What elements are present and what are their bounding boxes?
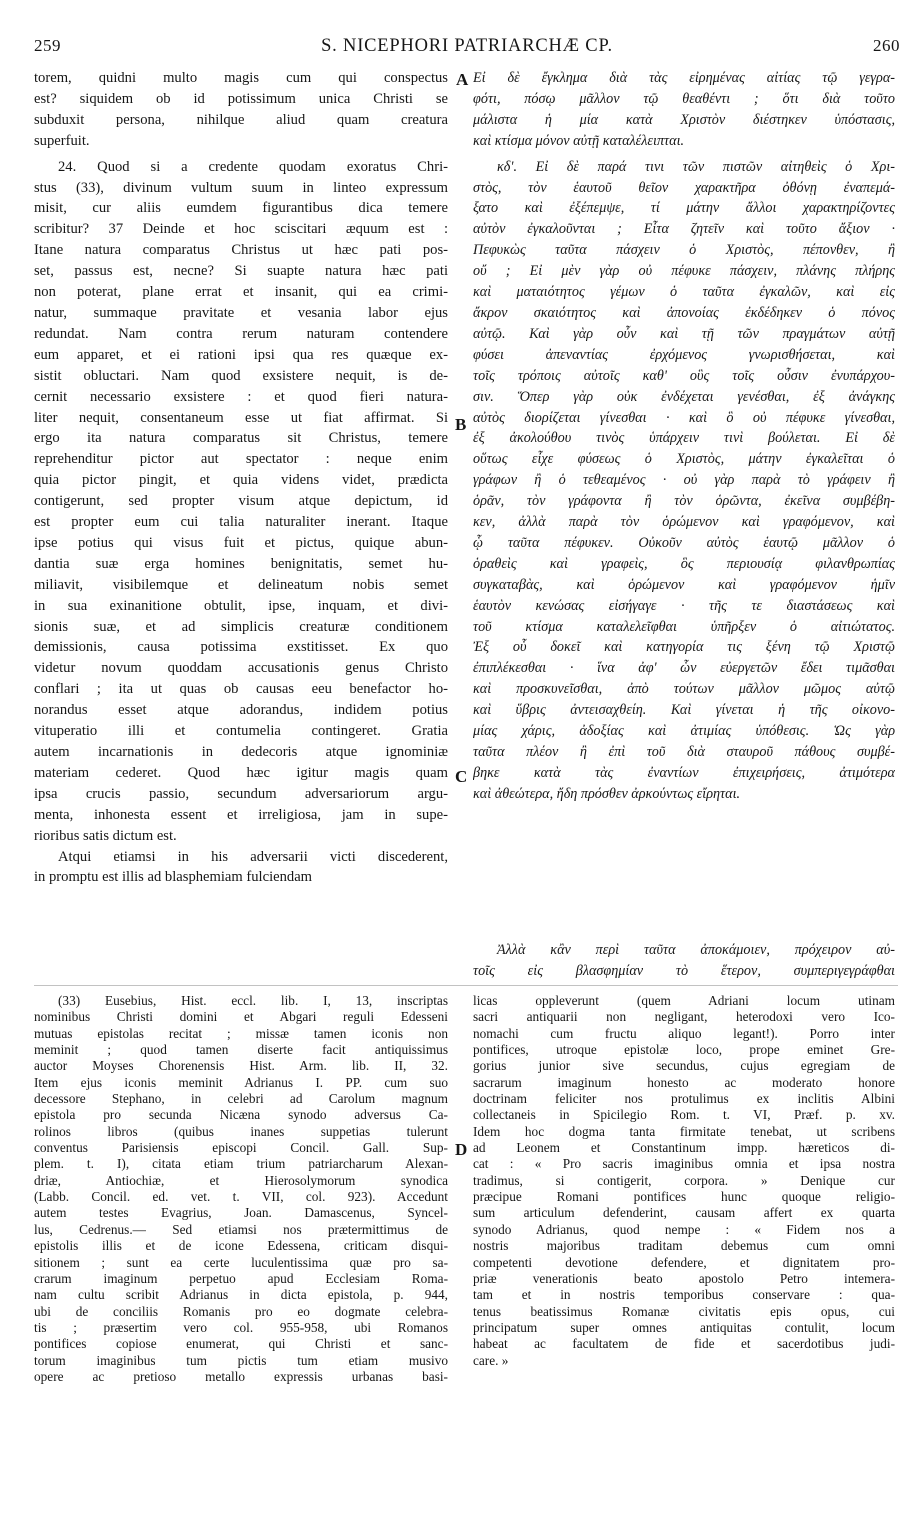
footnote-line: nominibus Christi domini et Abgari reguli Edesseni <box>34 1009 448 1025</box>
footnote-line: sacrarum imaginum honesto ac moderato honore <box>473 1074 895 1090</box>
greek-line: ὁρᾶν, τὸν γράφοντα ἢ τὸν ὁρῶντα, ἐκεῖνα συμβέβη- <box>473 493 895 510</box>
greek-line: κδʹ. Εἰ δὲ παρά τινι τῶν πιστῶν αἰτηθεὶς ὁ Χρι- <box>497 158 895 175</box>
greek-column-continuation <box>473 940 895 982</box>
latin-line: est propter eum cui talia naturaliter inerant. Itaque <box>34 514 448 531</box>
latin-line: materiam cederet. Quod hæc igitur magis quam <box>34 764 448 781</box>
latin-line: conflari ; ita ut quas ob causas eeu benefactor ho- <box>34 681 448 698</box>
latin-line: cernit necessario exsistere : et quod fieri natura- <box>34 388 448 405</box>
latin-line: ipsa crucis passio, secundum adversariorum argu- <box>34 785 448 802</box>
footnote-divider <box>34 985 898 986</box>
footnote-line: Idem hoc dogma tanta firmitate tenebat, ut scribens <box>473 1123 895 1139</box>
latin-line: demissionis, causa potissima exstitisset. Ex quo <box>34 639 448 656</box>
footnote-line: tenus beatissimus Romanæ civitatis epis opus, cui <box>473 1303 895 1319</box>
greek-line: ᾧ ταῦτα πέφυκεν. Οὐκοῦν αὐτὸς ἑαυτῷ μᾶλλον ὁ <box>473 534 895 551</box>
latin-line: liter nequit, consentaneum esse ut fiat affirmat. Si <box>34 409 448 426</box>
footnote-line: ubi de conciliis Romanis pro eo dogmate celebra- <box>34 1303 448 1319</box>
latin-column <box>34 68 448 888</box>
latin-line: dantia suæ erga homines benignitatis, semet hu- <box>34 555 448 572</box>
footnote-line: epistola pro secunda Nicæna synodo adversus Ca- <box>34 1107 448 1123</box>
footnote-line: Item ejus iconis meminit Adrianus I. PP. cum suo <box>34 1074 448 1090</box>
latin-line: videtur novum quoddam accusationis genus Christo <box>34 660 448 677</box>
running-title: S. NICEPHORI PATRIARCHÆ CP. <box>321 36 613 56</box>
latin-line: subduxit persona, nihilque aliud quam creatura <box>34 111 448 128</box>
greek-line: ὁραθεὶς καὶ γραφεὶς, ὃς περιουσίᾳ φιλανθρωπίας <box>473 555 895 572</box>
page-number-left: 259 <box>34 36 61 55</box>
footnote-line: collectaneis in Spicilegio Rom. t. VI, Præf. p. xv. <box>473 1107 895 1123</box>
running-header <box>34 36 900 62</box>
greek-line: καὶ ὕβρις ἀντεισαχθείη. Καὶ γίνεται ἡ τῆς οἰκονο- <box>473 702 895 719</box>
footnote-line: synodo Adrianus, quod nempe : « Fidem nos a <box>473 1221 895 1237</box>
latin-line: menta, inhonesta essent et irreligiosa, jam in supe- <box>34 806 448 823</box>
footnote-line: nomachi cum fructu aliquo legant!). Porro inter <box>473 1025 895 1041</box>
greek-column <box>473 68 895 805</box>
greek-line: ταῦτα πλέον ἢ ἐπὶ τοῦ διὰ σταυροῦ πάθους συμβέ- <box>473 744 895 760</box>
footnote-line: gorius junior sive secundus, cujus egregiam de <box>473 1058 895 1074</box>
footnote-line: nostris majoribus traditam debemus cum omni <box>473 1238 895 1254</box>
latin-line: 24. Quod si a credente quodam exoratus Chri- <box>58 158 448 175</box>
footnote-line: torum imaginibus tum pictis tum etiam musivo <box>34 1352 448 1368</box>
greek-line: ἄκρον σκαιότητος καὶ ἀπονοίας ἐκδέδηκεν ὁ πόνος <box>473 304 895 321</box>
latin-line: norandus esset atque adorandus, indidem potius <box>34 702 448 719</box>
latin-line: torem, quidni multo magis cum qui conspectus <box>34 70 448 86</box>
greek-line: καὶ ἀθεώτερα, ἤδη πρόσθεν ἀρκούντως εἴρηται. <box>473 785 741 802</box>
footnote-line: priæ venerationis beato apostolo Petro intemera- <box>473 1270 895 1286</box>
greek-line: Εἰ δὲ ἔγκλημα διὰ τὰς εἰρημένας αἰτίας τῷ γεγρα- <box>473 70 895 86</box>
footnote-line: (Labb. Concil. ed. vet. t. VII, col. 923). Accedunt <box>34 1189 448 1205</box>
greek-line: σιν. Ὅπερ γὰρ οὐκ ἐνδέχεται γενέσθαι, ἐξ ἀνάγκης <box>473 388 895 405</box>
footnote-line: meminit ; quod tamen diserte facit antiquissimus <box>34 1042 448 1058</box>
latin-line: misit, cur aliis eumdem figurantibus dica temere <box>34 200 448 217</box>
footnote-line: pontifices copiose enumerat, qui Christi et sanc- <box>34 1336 448 1352</box>
greek-line: τοῖς τρόποις αὐτοῖς καθ' οὓς τοῖς οὖσιν ἐνυπάρχου- <box>473 367 895 384</box>
latin-line: scribitur? 37 Deinde et hoc sciscitari æquum est : <box>34 221 448 238</box>
latin-line: Atqui etiamsi in his adversarii victi discederent, <box>58 848 448 865</box>
latin-line: ipse potius qui visus fuit et pictus, quique abun- <box>34 534 448 551</box>
margin-letter-d: D <box>455 1140 468 1159</box>
latin-line: natur, summaque pravitate et vesania labor ejus <box>34 304 448 321</box>
latin-line: reprehenditur pictor aut spectator : neque enim <box>34 451 448 468</box>
footnote-line: autem testes Evagrius, Joan. Damascenus, Syncel- <box>34 1205 448 1221</box>
footnote-line: nam cultu scribit Adrianus in dicta epistola, p. 944, <box>34 1287 448 1303</box>
greek-line: καὶ προσκυνεῖσθαι, ἀπὸ τούτων μᾶλλον μῶμος αὐτῷ <box>473 681 895 698</box>
greek-line: βηκε κατὰ τὰς ἐναντίων ἐπιχειρήσεις, ἀτιμότερα <box>473 764 895 781</box>
latin-line: autem incarnationis in dedecoris atque ignominiæ <box>34 744 448 760</box>
footnote-line: competenti devotione defendere, et dignitatem pro- <box>473 1254 895 1270</box>
greek-line: αὐτὸς διορίζεται γίνεσθαι · καὶ ὃ οὐ πέφυκε γίνεσθαι, <box>473 409 895 426</box>
greek-line: γράφων ἢ ὁ τεθεαμένος · οὐ γὰρ παρὰ τὸ γράφειν ἢ <box>473 472 895 489</box>
latin-line: contigerunt, sed propter visum atque depictum, id <box>34 493 448 510</box>
footnote-line: auctor Moyses Chorenensis Hist. Arm. lib. II, 32. <box>34 1058 448 1074</box>
latin-line: miliavit, visibilemque et delineatum nobis semet <box>34 576 448 593</box>
latin-line: set, passus est, necne? Si suapte natura hæc pati <box>34 263 448 280</box>
footnote-line: licas oppleverunt (quem Adriani locum utinam <box>473 993 895 1008</box>
greek-line: καὶ ματαιότητος γέμων ὁ ταῦτα ἐγκαλῶν, καὶ εἰς <box>473 284 895 301</box>
footnote-line: cat : « Pro sacris imaginibus omnia et ipsa nostra <box>473 1156 895 1172</box>
footnote-line: decessore Stephano, in celebri ad Carolum magnum <box>34 1091 448 1107</box>
footnote-line: sum articulum defenderint, causam affert ex quarta <box>473 1205 895 1221</box>
greek-line: τοῖς εἰς βλασφημίαν τὸ ἕτερον, συμπεριγεγράφθαι <box>473 962 895 979</box>
footnote-line: tradimus, si contigerit, corpora. » Denique cur <box>473 1172 895 1188</box>
footnote-line: sitionem ; sunt ea certe luculentissima quæ pro sa- <box>34 1254 448 1270</box>
footnote-line: plem. t. I), citata etiam trium patriarcharum Alexan- <box>34 1156 448 1172</box>
greek-line: τοῦ κτίσμα καταλελεῖφθαι ὑπῆρξεν ὁ αἰτιώτατος. <box>473 618 895 635</box>
footnote-line: sacri antiquarii non negligant, heterodoxi vero Ico- <box>473 1009 895 1025</box>
footnote-line: principatum super omnes antiquitas contulit, locum <box>473 1319 895 1335</box>
greek-line: Ἐξ οὗ δοκεῖ καὶ κατηγορία τις ξένη τῷ Χριστῷ <box>473 639 895 656</box>
footnote-line: epistolis illis et de icone Edessena, criticam disqui- <box>34 1238 448 1254</box>
footnote-line: ad Leonem et Constantinum impp. hæreticos di- <box>473 1140 895 1156</box>
greek-line: συγκαταβὰς, καὶ ὁρώμενον καὶ γραφόμενον ἡμῖν <box>473 576 895 593</box>
latin-line: vituperatio illi et contumelia contingeret. Gratia <box>34 723 448 740</box>
footnote-line: crarum imaginum perpetuo apud Ecclesiam Roma- <box>34 1270 448 1286</box>
footnote-line: driæ, Antiochiæ, et Hierosolymorum synodica <box>34 1172 448 1188</box>
footnote-line: habeat ac facultatem de fide et sacerdotibus judi- <box>473 1336 895 1352</box>
latin-line: in sua exinanitione obtulit, ipse, inquam, et divi- <box>34 597 448 614</box>
greek-line: ἐξ ἀκολούθου τινὸς ὑπάρχειν τινὶ βούλεται. Εἰ δὲ <box>473 430 895 447</box>
latin-line: sionis suæ, et ad simplicis creaturæ conditionem <box>34 618 448 635</box>
footnote-line: tis ; præsertim vero col. 955-958, ubi Romanos <box>34 1319 448 1335</box>
footnote-line: pontifices, utroque epistolæ loco, prope eminet Gre- <box>473 1042 895 1058</box>
margin-letter-a: A <box>456 70 469 89</box>
footnote-right-column <box>473 993 895 1369</box>
footnote-line: lus, Cedrenus.— Sed etiamsi nos prætermittimus de <box>34 1221 448 1237</box>
latin-line: in promptu est illis ad blasphemiam fulciendam <box>34 869 313 886</box>
footnote-line: opere ac pretioso metallo expressis urbanas basi- <box>34 1368 448 1384</box>
greek-line: μάλιστα ἡ μία κατὰ Χριστὸν διέστηκεν ὑπόστασις, <box>473 111 895 128</box>
greek-line: φύσει ἀπεναντίας ἐρχόμενος γνωρισθήσεται, καὶ <box>473 346 895 363</box>
latin-line: stus (33), divinum vultum suum in linteo expressum <box>34 179 448 196</box>
greek-line: μίας χάρις, ἀδοξίας καὶ ἀτιμίας ὑπόθεσις. Ὡς γὰρ <box>473 723 895 740</box>
greek-line: αὐτῷ. Καὶ γὰρ οὖν καὶ τῇ τῶν πραγμάτων αὐτῇ <box>473 325 895 342</box>
footnote-line: præcipue Romani pontifices hunc quoque religio- <box>473 1189 895 1205</box>
greek-line: ἑαυτὸν κενώσας εἰσήγαγε · τῆς τε διαστάσεως καὶ <box>473 597 895 614</box>
greek-line: Πεφυκὼς ταῦτα πάσχειν ὁ Χριστὸς, πέπονθεν, ἢ <box>473 242 895 259</box>
latin-line: eum apparet, et ei rationi ipsi qua res quæque ex- <box>34 346 448 363</box>
footnote-line: conventus Parisiensis episcopi Concil. Gall. Sup- <box>34 1140 448 1156</box>
footnote-line: (33) Eusebius, Hist. eccl. lib. I, 13, inscriptas <box>58 993 448 1008</box>
greek-line: αὐτὸν ἐγκαλοῦνται ; Εἶτα ζητεῖν καὶ τοῦτο ἄξιον · <box>473 221 895 238</box>
page-number-right: 260 <box>873 36 900 55</box>
footnote-line: care. » <box>473 1352 509 1368</box>
footnote-left-column <box>34 993 448 1385</box>
latin-line: ergo ita natura comparatus sit Christus, temere <box>34 430 448 447</box>
latin-line: sistit obluctari. Nam quod exsistere nequit, is de- <box>34 367 448 384</box>
latin-line: redundat. Nam contra rerum naturam contendere <box>34 325 448 342</box>
latin-line: superfuit. <box>34 132 90 149</box>
greek-line: ἐπιπλέκεσθαι · ἵνα ἀφ' ὧν εὐεργετῶν ἔδει τιμᾶσθαι <box>473 660 895 677</box>
greek-line: οὕτως εἶχε φύσεως ὁ Χριστὸς, μάτην ἐγκαλεῖται ὁ <box>473 451 895 468</box>
greek-line: φότι, πόσῳ μᾶλλον τῷ θεαθέντι ; ὅτι διὰ τοῦτο <box>473 90 895 107</box>
latin-line: non poterat, plane errat et insanit, qui ea crimi- <box>34 284 448 301</box>
greek-line: καὶ κτίσμα μόνον αὐτῇ καταλέλειπται. <box>473 132 685 149</box>
latin-line: rioribus satis dictum est. <box>34 827 177 844</box>
footnote-line: doctrinam feliciter nos protulimus ex inclitis Albini <box>473 1091 895 1107</box>
greek-line: στὸς, τὸν ἑαυτοῦ θεῖον χαρακτῆρα ὀθόνῃ ἐναπεμά- <box>473 179 895 196</box>
footnote-line: mutuas epistolas recitat ; missæ tamen iconis non <box>34 1025 448 1041</box>
margin-letter-c: C <box>455 767 468 786</box>
latin-line: quia pictor pingit, et quia videns videt, prædicta <box>34 472 448 489</box>
greek-line: ξατο καὶ ἐξέπεμψε, τί μάτην ἄλλοι χαρακτηρίζοντες <box>473 200 895 217</box>
greek-line: οὔ ; Εἰ μὲν γὰρ οὐ πέφυκε πάσχειν, πλάνης πλήρης <box>473 263 895 280</box>
latin-line: Itane natura comparatus Christus ut hæc pati pos- <box>34 242 448 259</box>
greek-line: Ἀλλὰ κἂν περὶ ταῦτα ἀποκάμοιεν, πρόχειρον αὐ- <box>497 942 895 958</box>
latin-line: est? siquidem ob id potissimum unica Christi se <box>34 90 448 107</box>
margin-letter-b: B <box>455 415 467 434</box>
footnote-line: tam et in nostris temporibus conservare : qua- <box>473 1287 895 1303</box>
footnote-line: rolinos libros (quibus inanes suppetias tulerunt <box>34 1123 448 1139</box>
greek-line: κεν, ἀλλὰ παρὰ τὸν ὁρώμενον καὶ γραφόμενον, καὶ <box>473 514 895 531</box>
